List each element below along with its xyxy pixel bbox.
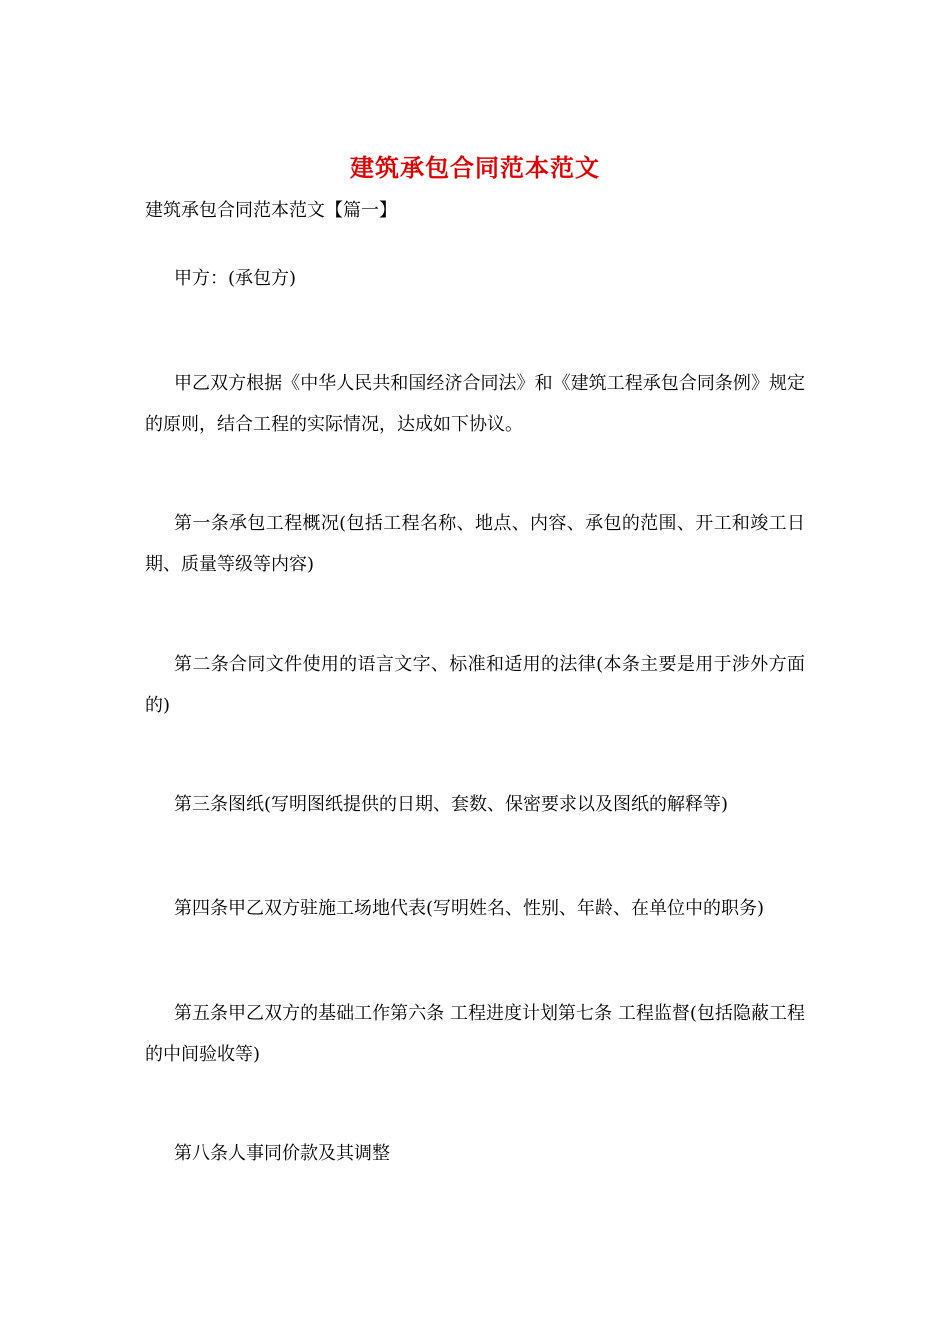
paragraph-article-8: 第八条人事同价款及其调整 bbox=[174, 1143, 390, 1164]
paragraph-article-5-7: 第五条甲乙双方的基础工作第六条 工程进度计划第七条 工程监督(包括隐蔽工程的中间验收等) bbox=[145, 1003, 805, 1065]
paragraph-party-a: 甲方：(承包方) bbox=[174, 268, 297, 289]
paragraph-article-2: 第二条合同文件使用的语言文字、标准和适用的法律(本条主要是用于涉外方面的) bbox=[145, 654, 805, 716]
paragraph-article-3: 第三条图纸(写明图纸提供的日期、套数、保密要求以及图纸的解释等) bbox=[174, 794, 729, 815]
paragraph-preamble: 甲乙双方根据《中华人民共和国经济合同法》和《建筑工程承包合同条例》规定的原则，结合工程的实际情况，达成如下协议。 bbox=[145, 373, 805, 435]
document-title: 建筑承包合同范本范文 bbox=[350, 153, 600, 182]
paragraph-article-1: 第一条承包工程概况(包括工程名称、地点、内容、承包的范围、开工和竣工日期、质量等级等内容) bbox=[145, 513, 805, 575]
document-subtitle: 建筑承包合同范本范文【篇一】 bbox=[145, 200, 397, 221]
paragraph-article-4: 第四条甲乙双方驻施工场地代表(写明姓名、性别、年龄、在单位中的职务) bbox=[174, 898, 765, 919]
